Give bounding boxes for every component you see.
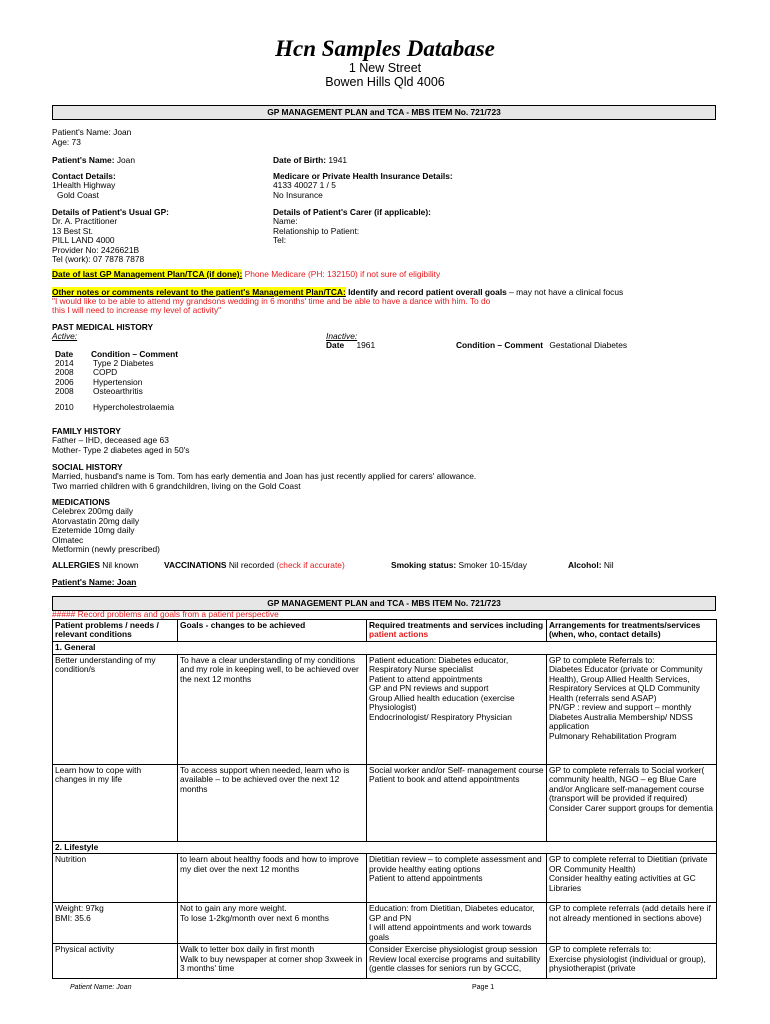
table-section-row (53, 641, 717, 654)
allergies-field (52, 561, 139, 570)
pmh-active-label: Active: (52, 331, 78, 341)
cell-problem: Physical activity (53, 944, 178, 979)
alcohol-label: Alcohol: (568, 560, 602, 570)
cell-arrangement: GP to complete referrals to: Exercise physiologist (individual or group), physiotherapist (private (547, 944, 717, 979)
last-plan-value: Phone Medicare (PH: 132150) if not sure of eligibility (244, 269, 441, 279)
contact-line: Gold Coast (57, 189, 99, 200)
address-line-2: Bowen Hills Qld 4006 (325, 75, 445, 89)
pmh-inactive-date-header: Date (326, 340, 345, 350)
pmh-inactive-condition: Gestational Diabetes (549, 340, 628, 350)
social-line: Two married children with 6 grandchildren, living on the Gold Coast (52, 480, 301, 491)
notes-goal-rest: – may not have a clinical focus (509, 287, 624, 297)
cell-goal: Not to gain any more weight. To lose 1-2kg/month over next 6 months (178, 903, 367, 944)
section-lifestyle: 2. Lifestyle (53, 841, 717, 853)
family-heading: FAMILY HISTORY (52, 426, 121, 436)
cell-problem: Weight: 97kg BMI: 35.6 (53, 903, 178, 944)
footer-page-number: Page 1 (472, 984, 495, 991)
medications-heading: MEDICATIONS (52, 497, 111, 507)
header-treatments (367, 620, 547, 642)
cell-problem: Better understanding of my condition/s (53, 654, 178, 764)
record-note: ##### Record problems and goals from a patient perspective (52, 609, 279, 619)
dob-field (273, 156, 347, 165)
pmh-active-dates (55, 359, 74, 397)
header-arrangements: Arrangements for treatments/services (when, who, contact details) (547, 620, 717, 642)
pmh-inactive-condition-row (456, 341, 627, 350)
cell-arrangement: GP to complete referrals (add details here if not already mentioned in sections above) (547, 903, 717, 944)
carer-details (273, 208, 431, 246)
patient-name-value: Joan (116, 155, 135, 165)
header-treatments-text: Required treatments and services including (369, 620, 544, 630)
header-goals: Goals - changes to be achieved (178, 620, 367, 642)
table-header-row (53, 620, 717, 642)
cell-treatment: Social worker and/or Self- management course Patient to book and attend appointments (367, 764, 547, 841)
patient-goal-quote-2: this I will need to increase my level of activity" (52, 305, 222, 315)
pmh-date: 2008 (55, 367, 74, 378)
cell-arrangement: GP to complete referral to Dietitian (private OR Community Health) Consider healthy eating activities at GC Libraries (547, 854, 717, 903)
family-line: Father – IHD, deceased age 63 (52, 435, 169, 446)
vaccinations-value: Nil recorded (228, 560, 274, 570)
alcohol-value: Nil (603, 560, 614, 570)
table-row (53, 764, 717, 841)
medication-item: Ezetemide 10mg daily (52, 525, 135, 536)
family-history (52, 427, 189, 455)
family-line: Mother- Type 2 diabetes aged in 50's (52, 444, 190, 455)
last-plan-row (52, 270, 440, 279)
pmh-active-conditions (93, 359, 154, 397)
section-general: 1. General (53, 641, 717, 654)
last-plan-label: Date of last GP Management Plan/TCA (if done): (52, 269, 243, 279)
cell-treatment: Consider Exercise physiologist group session Review local exercise programs and suitability (gentle classes for seniors run by GCCC, (367, 944, 547, 979)
intro-age: Age: 73 (52, 137, 81, 147)
patient-name-field (52, 156, 135, 165)
table-row (53, 654, 717, 764)
cell-goal: to learn about healthy foods and how to improve my diet over the next 12 months (178, 854, 367, 903)
notes-goal-bold: Identify and record patient overall goals (348, 287, 507, 297)
pmh-inactive-date: 1961 (356, 340, 376, 350)
table-section-row (53, 841, 717, 853)
patient-name-2: Patient's Name: Joan (52, 577, 137, 587)
allergies-value: Nil known (102, 560, 139, 570)
patient-goal-quote-1: "I would like to be able to attend my grandsons wedding in 6 months' time and be able to have a dance with him. To do (52, 296, 491, 306)
pmh-inactive-label: Inactive: (326, 331, 358, 341)
carer-line: Name: (273, 216, 298, 227)
contact-details (52, 172, 116, 200)
cell-goal: To have a clear understanding of my conditions and my role in keeping well, to be achieved over the next 12 months (178, 654, 367, 764)
pmh-date: 2010 (55, 402, 74, 412)
management-plan-table (52, 619, 717, 979)
gp-line: Dr. A. Practitioner (52, 216, 118, 227)
vaccinations-field (164, 561, 345, 570)
cell-treatment: Education: from Dietitian, Diabetes educator, GP and PN I will attend appointments and work towards goals (367, 903, 547, 944)
pmh-date: 2008 (55, 386, 74, 397)
pmh-condition: COPD (93, 367, 118, 378)
gp-line: Tel (work): 07 7878 7878 (52, 254, 145, 265)
cell-goal: Walk to letter box daily in first month Walk to buy newspaper at corner shop 3xweek in 3 months' time (178, 944, 367, 979)
patient-name-label: Patient's Name: (52, 155, 115, 165)
alcohol-field (568, 561, 614, 570)
plan-banner: GP MANAGEMENT PLAN and TCA - MBS ITEM No. 721/723 (52, 105, 716, 120)
carer-line: Relationship to Patient: (273, 225, 360, 236)
document-title: Hcn Samples Database (275, 36, 495, 61)
insurance-line: 4133 40027 1 / 5 (273, 180, 336, 191)
medication-item: Olmatec (52, 534, 84, 545)
pmh-condition: Type 2 Diabetes (93, 358, 154, 368)
medications (52, 498, 160, 555)
allergies-label: ALLERGIES (52, 560, 100, 570)
social-heading: SOCIAL HISTORY (52, 462, 123, 472)
table-row (53, 944, 717, 979)
contact-label: Contact Details: (52, 171, 116, 181)
carer-label: Details of Patient's Carer (if applicable): (273, 207, 431, 217)
gp-line: 13 Best St. (52, 225, 93, 236)
cell-arrangement: GP to complete Referrals to: Diabetes Educator (private or Community Health), Group Allied Health Services, Respiratory Services at QLD Community Health (referrals send ASAP) PN/GP : review and support – monthly Diabetes Australia Membership/ NDSS application Pulmonary Rehabilitation Program (547, 654, 717, 764)
medication-item: Celebrex 200mg daily (52, 506, 134, 517)
header-patient-actions: patient actions (369, 629, 429, 640)
table-row (53, 854, 717, 903)
header-problems: Patient problems / needs / relevant conditions (53, 620, 178, 642)
contact-line: 1Health Highway (52, 180, 116, 191)
cell-treatment: Patient education: Diabetes educator, Respiratory Nurse specialist Patient to attend appointments GP and PN reviews and support Group Allied health education (exercise Physiologist) Endocrinologist/ Respiratory Physician (367, 654, 547, 764)
smoking-field (391, 561, 527, 570)
smoking-label: Smoking status: (391, 560, 457, 570)
gp-label: Details of Patient's Usual GP: (52, 207, 169, 217)
insurance-label: Medicare or Private Health Insurance Details: (273, 171, 453, 181)
pmh-condition-header: Condition – Comment (91, 349, 179, 359)
pmh-condition: Osteoarthritis (93, 386, 143, 397)
dob-value: 1941 (328, 155, 348, 165)
pmh-date: 2014 (55, 358, 74, 368)
insurance-line: No Insurance (273, 189, 323, 200)
carer-line: Tel: (273, 235, 287, 246)
medication-item: Metformin (newly prescribed) (52, 544, 160, 555)
smoking-value: Smoker 10-15/day (458, 560, 527, 570)
gp-line: PILL LAND 4000 (52, 235, 115, 246)
vaccinations-label: VACCINATIONS (164, 560, 227, 570)
dob-label: Date of Birth: (273, 155, 327, 165)
gp-line: Provider No: 2426621B (52, 244, 140, 255)
insurance-details (273, 172, 453, 200)
pmh-inactive-date-row (326, 341, 375, 350)
pmh-date: 2006 (55, 376, 74, 387)
plan-banner-2: GP MANAGEMENT PLAN and TCA - MBS ITEM No. 721/723 (52, 596, 716, 611)
cell-goal: To access support when needed, learn who is available – to be achieved over the next 12 months (178, 764, 367, 841)
pmh-heading: PAST MEDICAL HISTORY (52, 322, 154, 332)
cell-problem: Learn how to cope with changes in my life (53, 764, 178, 841)
address-line-1: 1 New Street (348, 61, 422, 75)
pmh-date-header: Date (55, 349, 74, 359)
table-row (53, 903, 717, 944)
vaccinations-note: (check if accurate) (276, 560, 345, 570)
social-line: Married, husband's name is Tom. Tom has early dementia and Joan has just recently applied for carers' allowance. (52, 471, 477, 482)
pmh-condition: Hypertension (93, 376, 143, 387)
medication-item: Atorvastatin 20mg daily (52, 515, 140, 526)
pmh-condition: Hypercholestrolaemia (93, 402, 174, 412)
pmh-inactive-condition-header: Condition – Comment (456, 340, 544, 350)
notes-label: Other notes or comments relevant to the patient's Management Plan/TCA: (52, 287, 346, 297)
usual-gp-details (52, 208, 169, 265)
social-history (52, 463, 476, 491)
footer-patient-name: Patient Name: Joan (70, 984, 132, 991)
cell-treatment: Dietitian review – to complete assessment and provide healthy eating options Patient to attend appointments (367, 854, 547, 903)
cell-arrangement: GP to complete referrals to Social worker( community health, NGO – eg Blue Care and/or Anglicare self-management course (transport will be provided if required) Consider Carer support groups for dementia (547, 764, 717, 841)
cell-problem: Nutrition (53, 854, 178, 903)
intro-patient-name: Patient's Name: Joan (52, 127, 132, 137)
